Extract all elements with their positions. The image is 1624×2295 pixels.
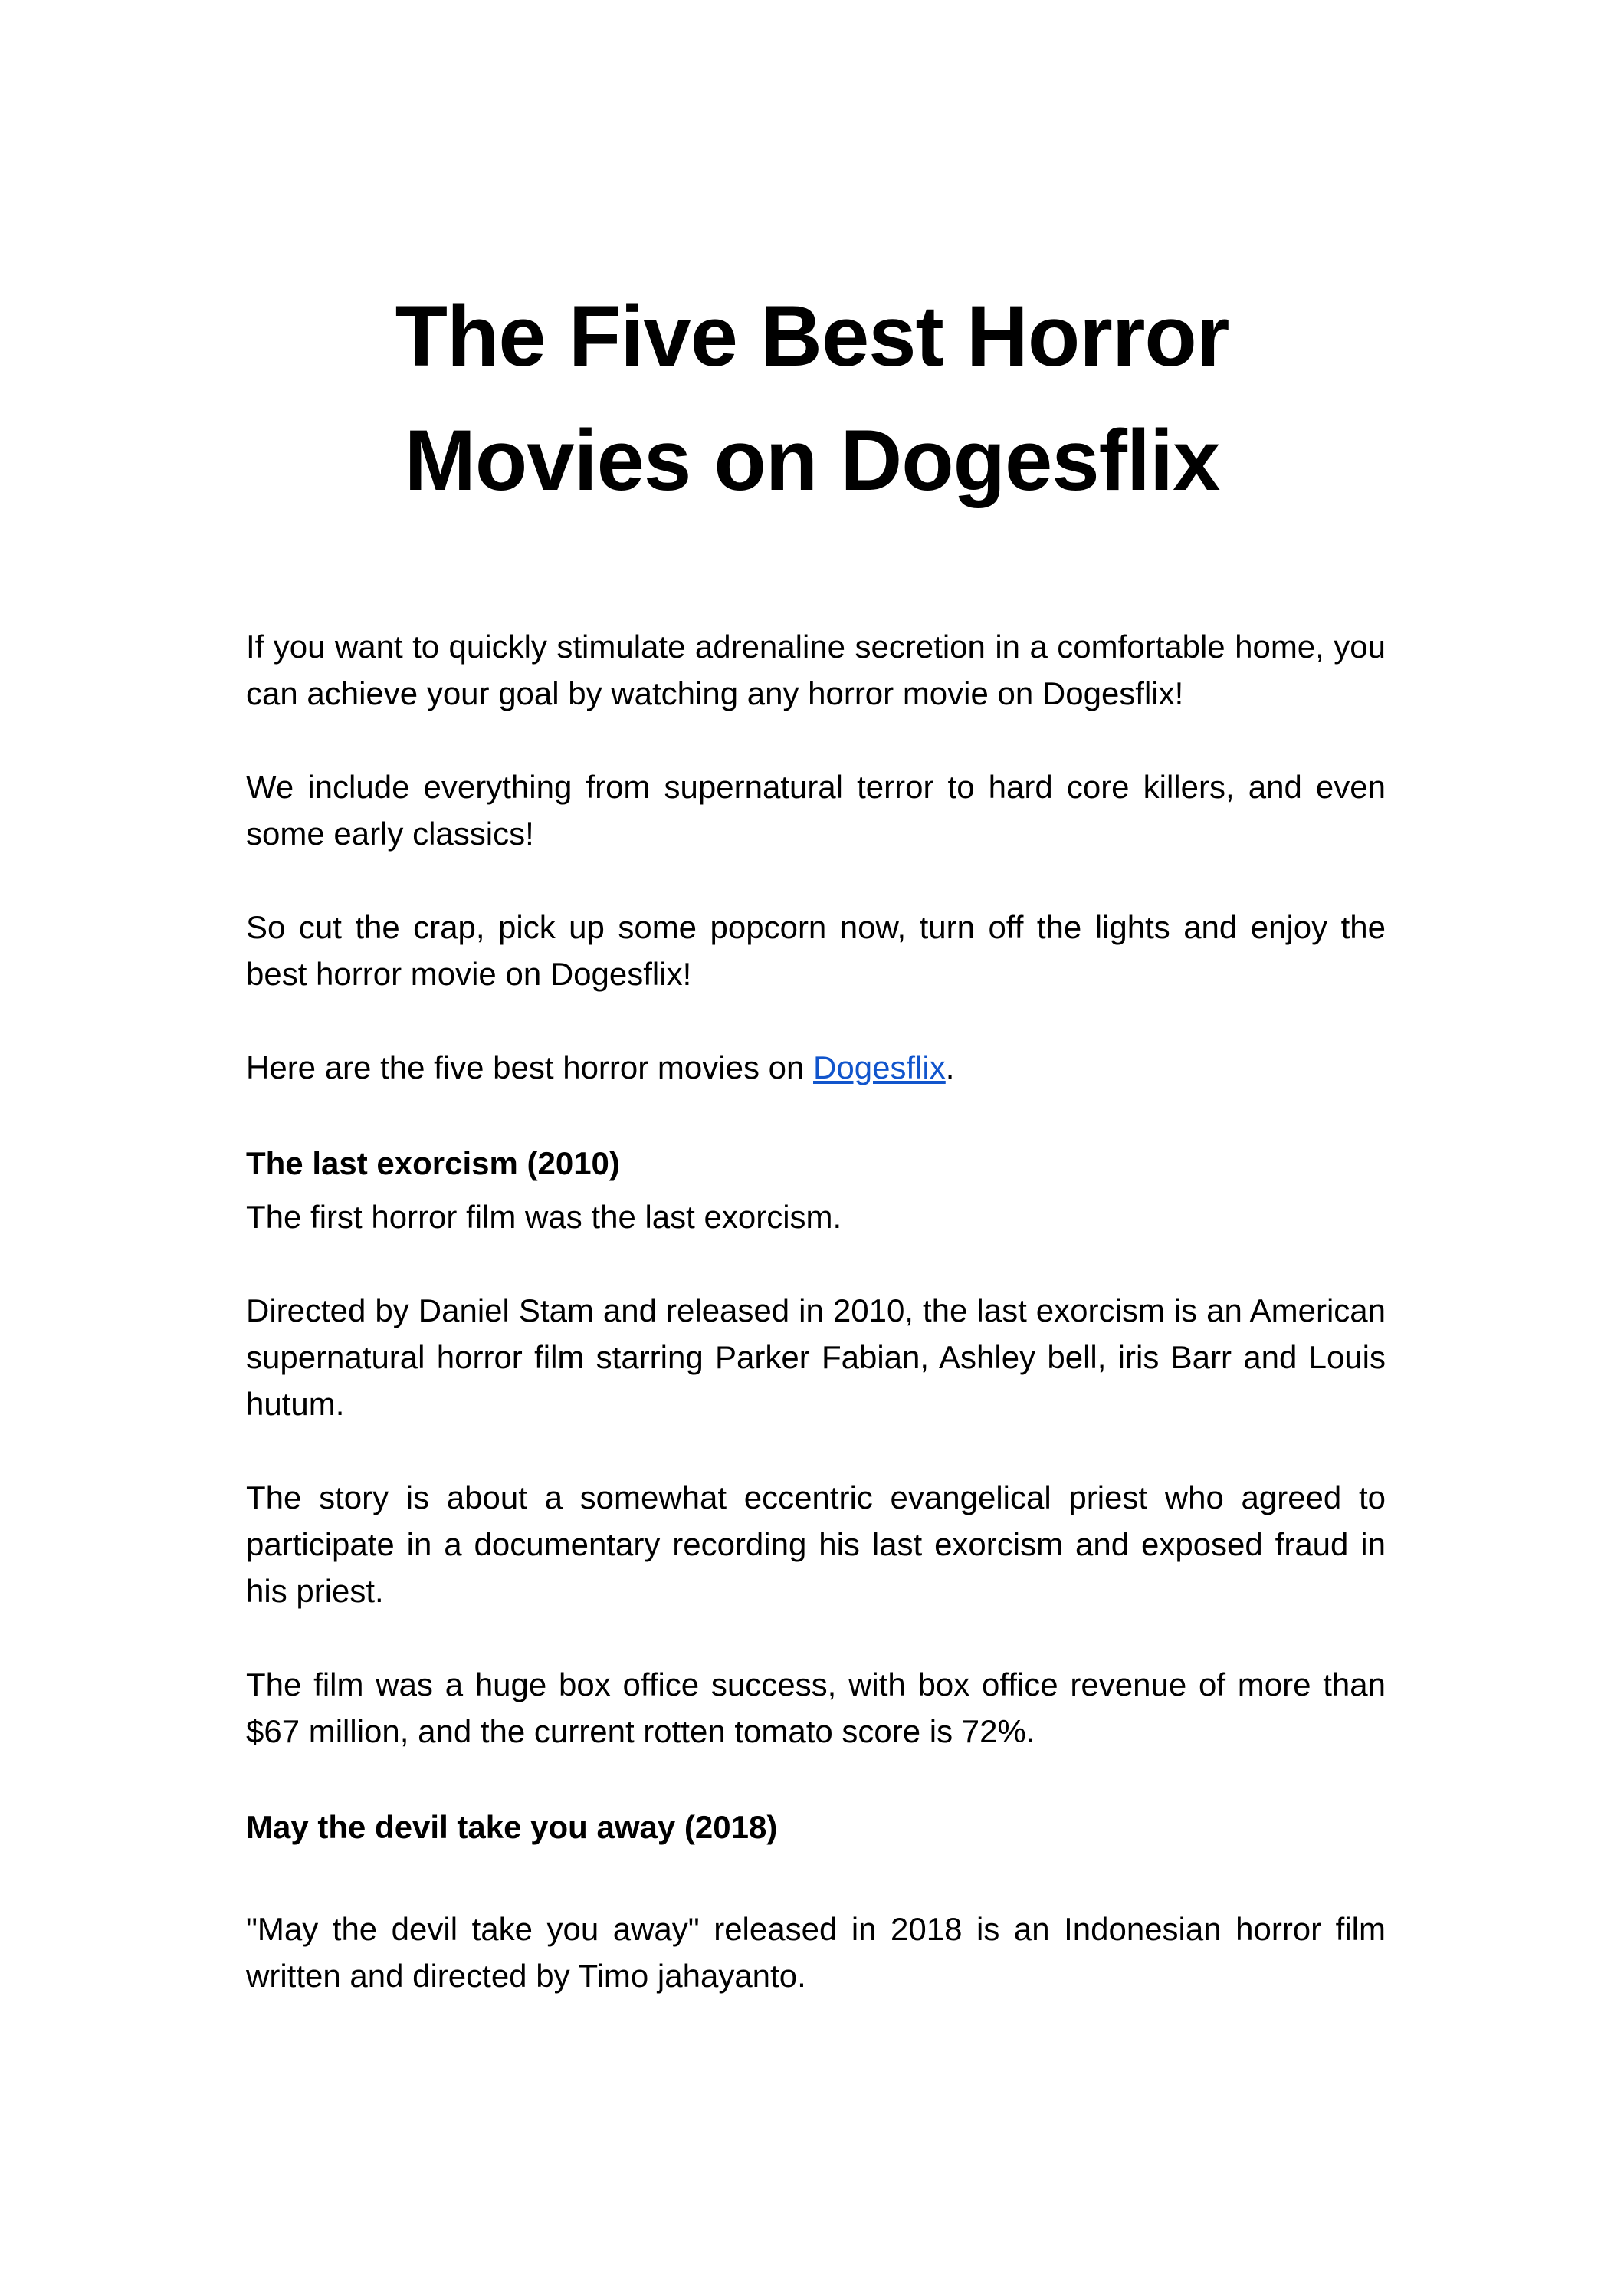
section-1-paragraph-1: The first horror film was the last exorcism. bbox=[246, 1199, 842, 1235]
lead-in-text: Here are the five best horror movies on bbox=[246, 1049, 814, 1085]
section-2-paragraph-1: "May the devil take you away" released in 2018 is an Indonesian horror film written and directed by Timo jahayanto. bbox=[246, 1911, 1386, 1994]
article-body bbox=[246, 623, 1386, 2046]
intro-paragraph-3: So cut the crap, pick up some popcorn now, turn off the lights and enjoy the best horror movie on Dogesflix! bbox=[246, 909, 1386, 992]
intro-paragraph-1: If you want to quickly stimulate adrenaline secretion in a comfortable home, you can achieve your goal by watching any horror movie on Dogesflix! bbox=[246, 629, 1386, 711]
title-line-1: The Five Best Horror bbox=[395, 288, 1229, 384]
dogesflix-link[interactable]: Dogesflix bbox=[813, 1049, 946, 1085]
lead-in-paragraph bbox=[246, 1044, 1386, 1091]
section-heading-last-exorcism: The last exorcism (2010) bbox=[246, 1145, 620, 1181]
section-1-paragraph-4: The film was a huge box office success, with box office revenue of more than $67 million, and the current rotten tomato score is 72%. bbox=[246, 1666, 1386, 1749]
section-heading-devil-take-you-away: May the devil take you away (2018) bbox=[246, 1809, 778, 1845]
section-1-paragraph-2: Directed by Daniel Stam and released in 2010, the last exorcism is an American supernatural horror film starring Parker Fabian, Ashley bell, iris Barr and Louis hutum. bbox=[246, 1292, 1386, 1422]
lead-in-period: . bbox=[945, 1049, 955, 1085]
title-line-2: Movies on Dogesflix bbox=[404, 412, 1220, 508]
intro-paragraph-2: We include everything from supernatural terror to hard core killers, and even some early classics! bbox=[246, 769, 1386, 852]
section-1-paragraph-3: The story is about a somewhat eccentric evangelical priest who agreed to participate in a documentary recording his last exorcism and exposed fraud in his priest. bbox=[246, 1479, 1386, 1609]
page-title bbox=[0, 274, 1624, 523]
